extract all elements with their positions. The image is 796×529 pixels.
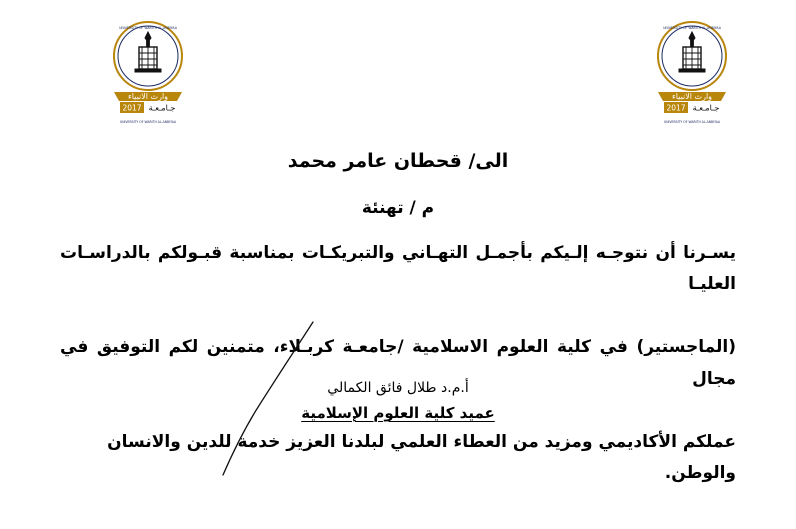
university-logo-left xyxy=(100,16,196,128)
svg-text:UNIVERSITY OF WARITH AL-ANBIYA: UNIVERSITY OF WARITH AL-ANBIYAA xyxy=(119,120,177,124)
signature-block xyxy=(0,380,796,422)
university-logo-right xyxy=(644,16,740,128)
letter-paragraph xyxy=(60,238,736,490)
svg-text:2017: 2017 xyxy=(122,103,142,113)
svg-text:UNIVERSITY OF WARITH AL-ANBIYA: UNIVERSITY OF WARITH AL-ANBIYAA xyxy=(663,26,721,30)
paragraph-line-2: (الماجستير) في كلية العلوم الاسلامية /جامعـة كربـلاء، متمنين لكم التوفيق في مجال xyxy=(60,337,736,389)
svg-text:وارث الانبياء: وارث الانبياء xyxy=(127,92,169,101)
letter-body xyxy=(60,150,736,490)
svg-text:2017: 2017 xyxy=(666,103,686,113)
svg-text:جـامـعـة: جـامـعـة xyxy=(692,103,720,113)
subject-line: م / تهنئة xyxy=(361,198,435,218)
svg-text:UNIVERSITY OF WARITH AL-ANBIYA: UNIVERSITY OF WARITH AL-ANBIYAA xyxy=(663,120,721,124)
signatory-title: عميد كلية العلوم الإسلامية xyxy=(301,404,495,422)
svg-text:جـامـعـة: جـامـعـة xyxy=(148,103,176,113)
paragraph-line-3: عملكم الأكاديمي ومزيد من العطاء العلمي لبلدنا العزيز خدمة للدين والانسان والوطن. xyxy=(107,431,736,484)
addressee-line: الى/ قحطان عامر محمد xyxy=(287,150,509,172)
svg-text:UNIVERSITY OF WARITH AL-ANBIYA: UNIVERSITY OF WARITH AL-ANBIYAA xyxy=(119,26,177,30)
signatory-name: أ.م.د طلال فائق الكمالي xyxy=(327,380,469,396)
paragraph-line-1: يسـرنا أن نتوجـه إلـيكم بأجمـل التهـاني والتبريكـات بمناسبة قبـولكم بالدراسـات العليـا xyxy=(60,243,736,295)
svg-text:وارث الانبياء: وارث الانبياء xyxy=(671,92,713,101)
